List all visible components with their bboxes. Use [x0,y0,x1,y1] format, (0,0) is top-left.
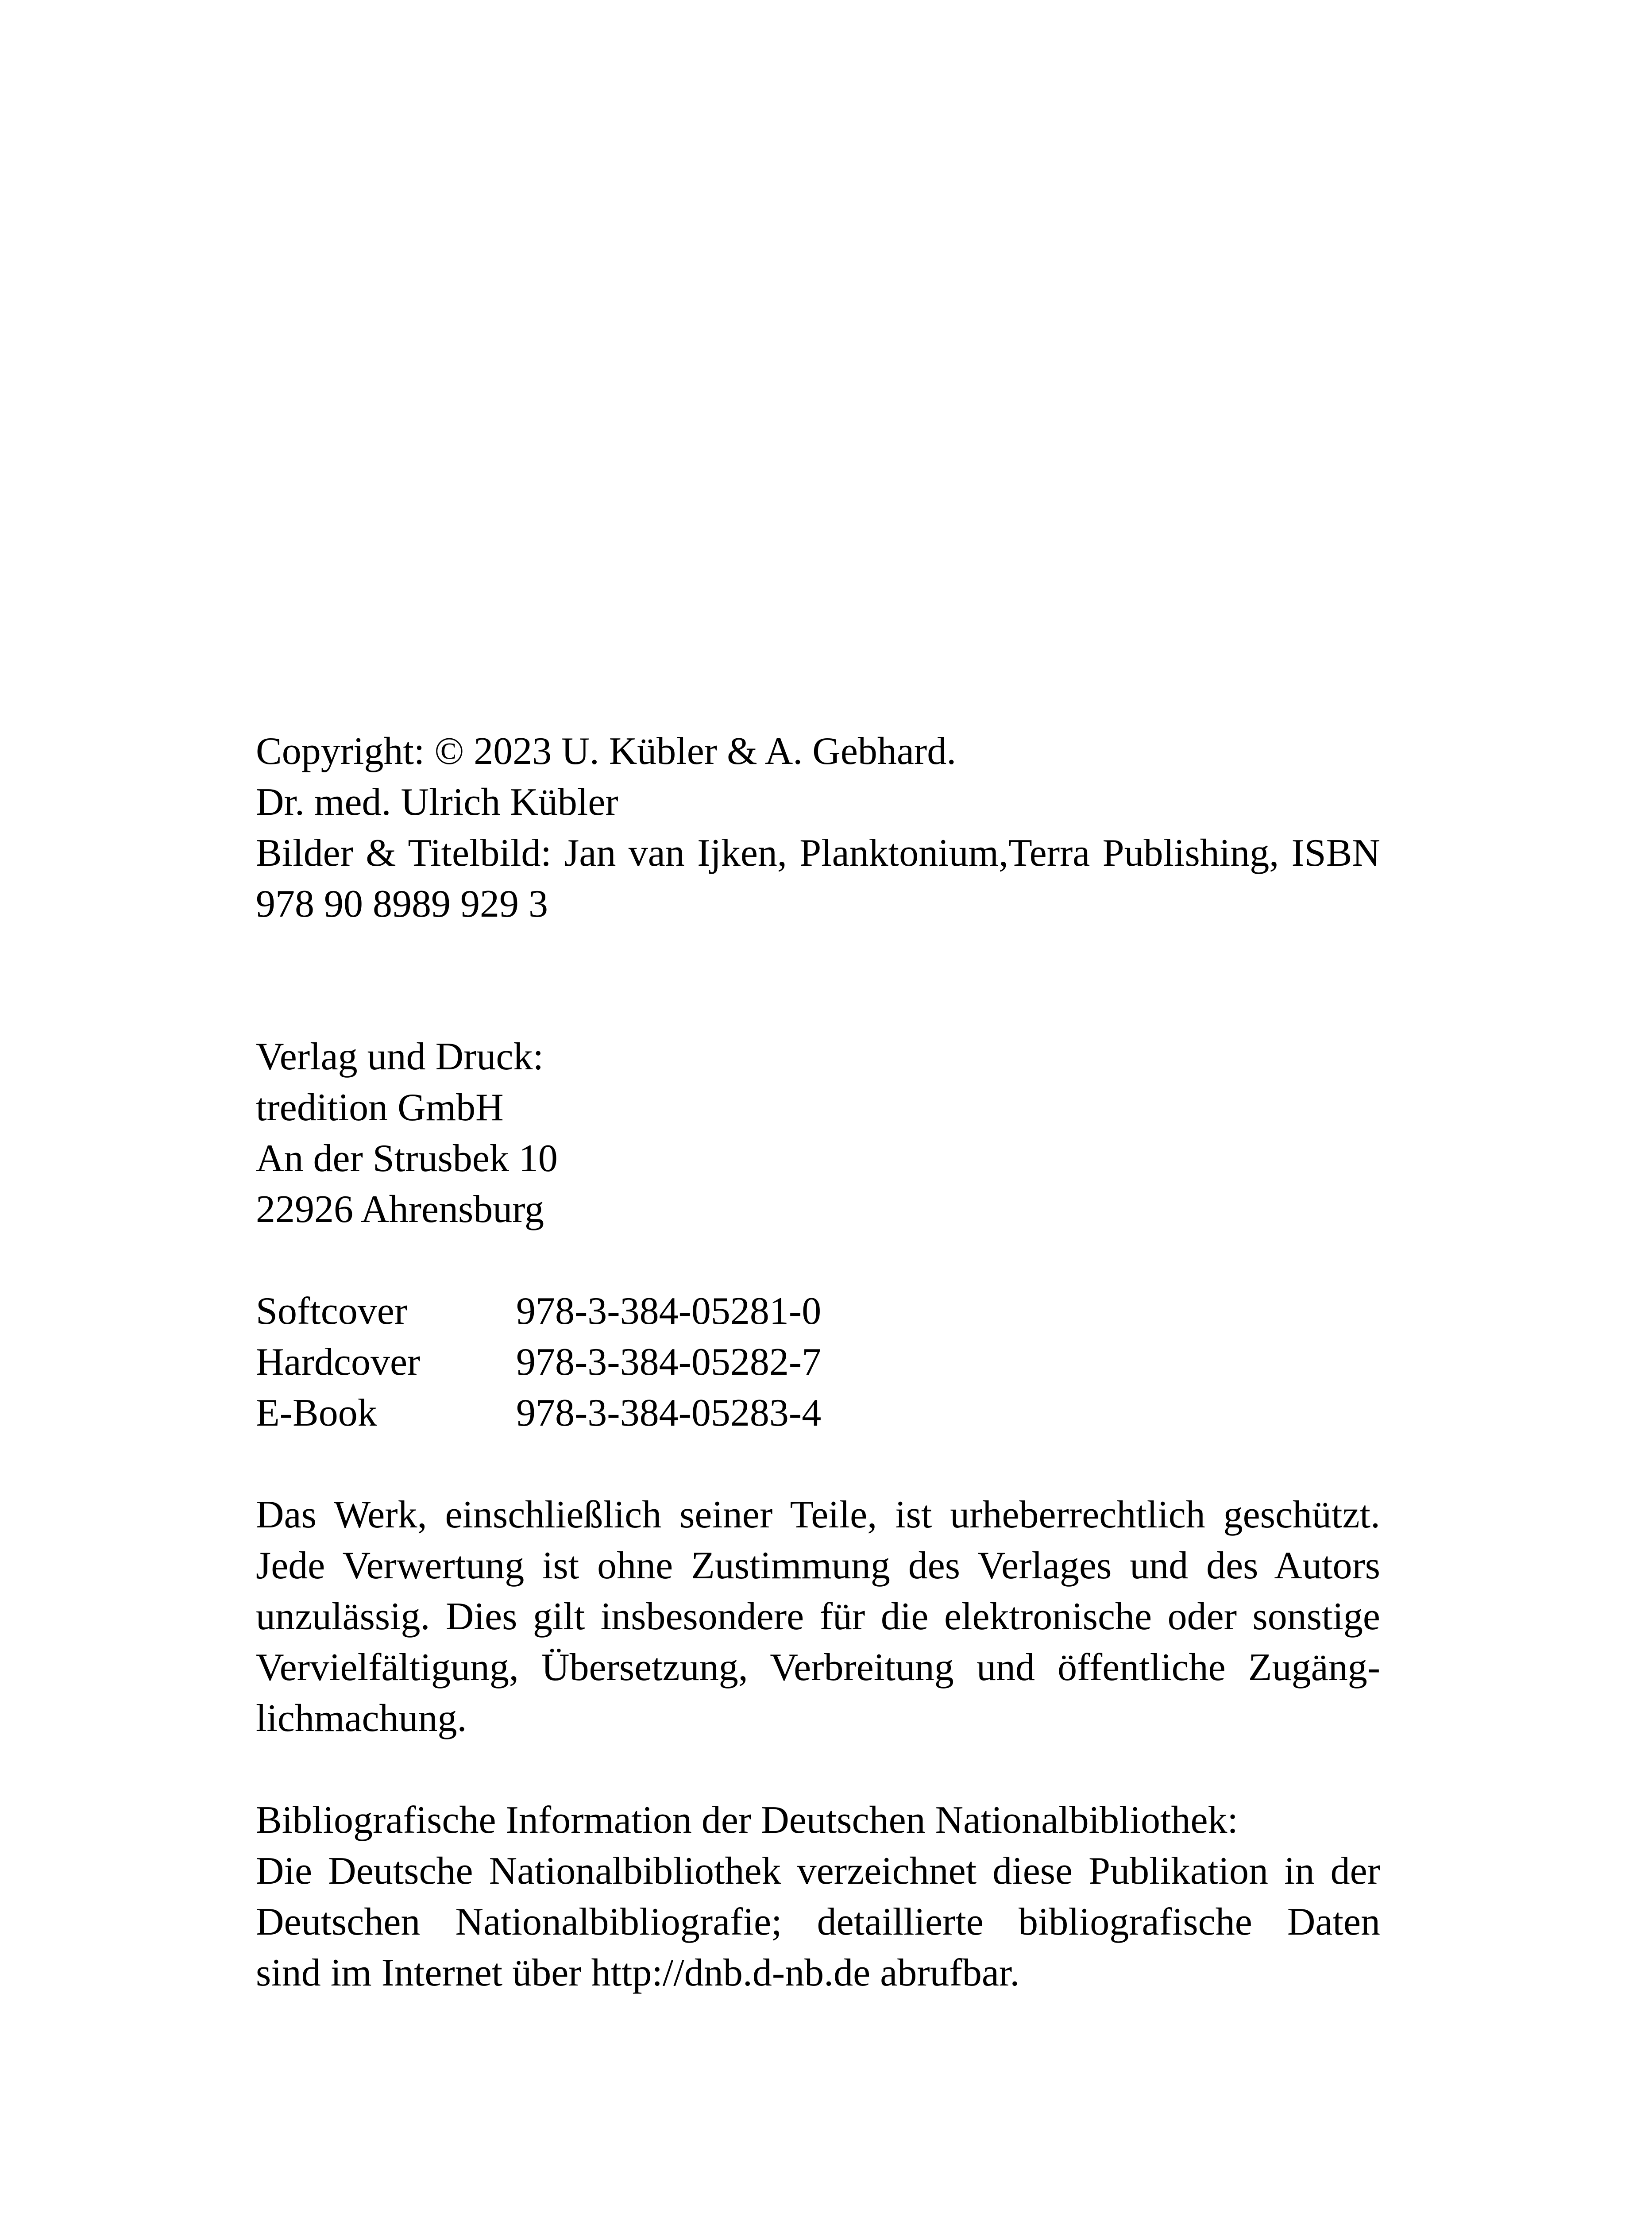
image-credit-line: Bilder & Titelbild: Jan van Ijken, Planktonium,Terra Publishing, ISBN [256,832,1380,875]
isbn-number: 978-3-384-05283-4 [516,1392,822,1434]
author-line: Dr. med. Ulrich Kübler [256,781,618,824]
bibliographic-notice [256,1795,1380,1998]
isbn-format: Hardcover [256,1341,421,1384]
isbn-format: Softcover [256,1290,408,1333]
isbn-list [256,1286,1380,1438]
rights-notice-line: Das Werk, einschließlich seiner Teile, ist urheberrechtlich geschützt. [256,1493,1380,1536]
image-credit-isbn: 978 90 8989 929 3 [256,883,548,925]
bibliographic-line: Deutschen Nationalbibliografie; detaillierte bibliografische Daten [256,1901,1380,1943]
rights-notice-line: unzulässig. Dies gilt insbesondere für die elektronische oder sonstige [256,1595,1380,1638]
isbn-row [256,1388,1380,1438]
isbn-format: E-Book [256,1392,377,1434]
isbn-row [256,1286,1380,1337]
publisher-street: An der Strusbek 10 [256,1137,558,1180]
isbn-row [256,1337,1380,1388]
isbn-number: 978-3-384-05281-0 [516,1290,822,1333]
publisher-heading: Verlag und Druck: [256,1035,544,1078]
publisher-block [256,1031,1380,1235]
imprint-content [256,726,1380,1998]
isbn-number: 978-3-384-05282-7 [516,1341,822,1384]
rights-notice-line: lichmachung. [256,1697,467,1740]
rights-notice-line: Vervielfältigung, Übersetzung, Verbreitung und öffentliche Zugäng- [256,1646,1380,1689]
publisher-name: tredition GmbH [256,1086,504,1129]
rights-notice [256,1489,1380,1744]
bibliographic-line: Die Deutsche Nationalbibliothek verzeichnet diese Publikation in der [256,1850,1380,1893]
copyright-block [256,726,1380,929]
rights-notice-line: Jede Verwertung ist ohne Zustimmung des Verlages und des Autors [256,1544,1380,1587]
bibliographic-line: sind im Internet über http://dnb.d-nb.de abrufbar. [256,1951,1020,1994]
publisher-city: 22926 Ahrensburg [256,1188,544,1231]
copyright-line: Copyright: © 2023 U. Kübler & A. Gebhard. [256,730,957,773]
bibliographic-heading: Bibliografische Information der Deutschen Nationalbibliothek: [256,1799,1238,1842]
